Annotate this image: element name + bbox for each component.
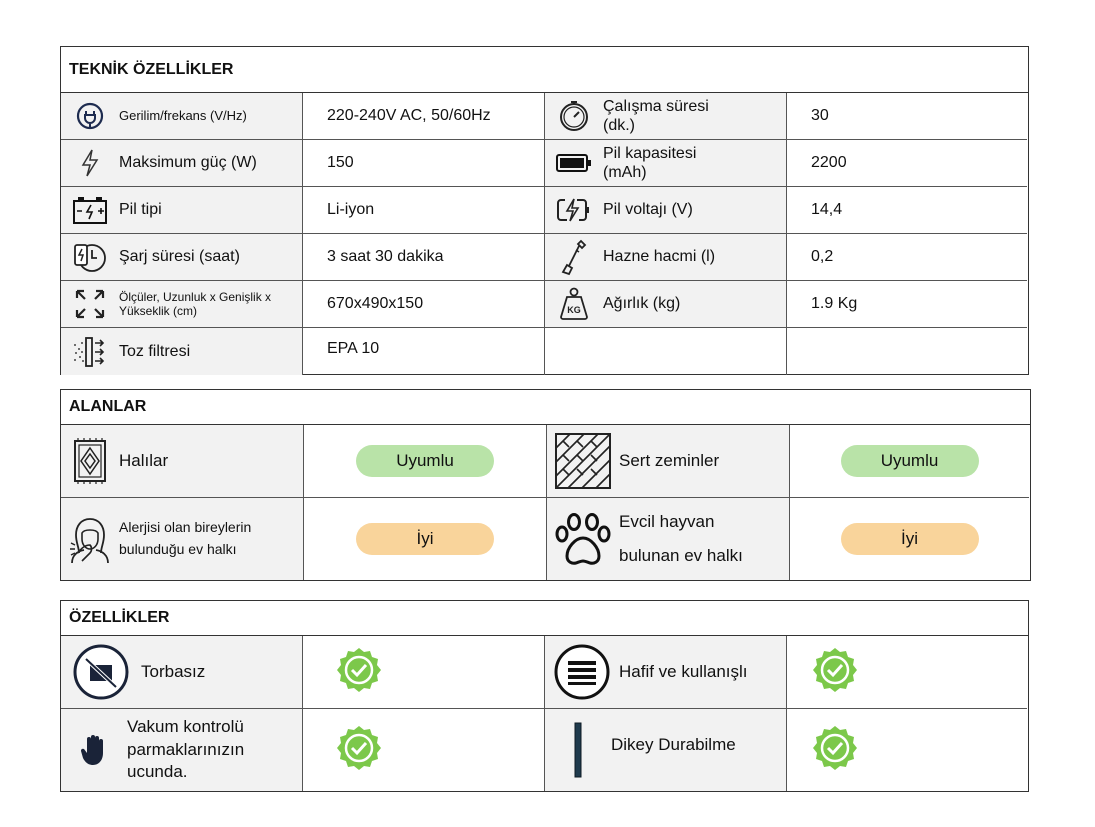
compat-badge: Uyumlu (841, 445, 979, 477)
spec-value-dimensions: 670x490x150 (303, 281, 545, 328)
check-badge-icon (335, 724, 383, 777)
area-label-hard-floor: Sert zeminler (547, 425, 790, 498)
specs-title: TEKNİK ÖZELLİKLER (61, 47, 1028, 93)
rating-badge: İyi (356, 523, 494, 555)
carpet-icon (61, 437, 119, 485)
battery-icon (545, 152, 603, 174)
spec-value-weight: 1.9 Kg (787, 281, 1027, 328)
spec-value-capacity: 2200 (787, 140, 1027, 187)
spec-label-runtime: Çalışma süresi (dk.) (545, 93, 787, 140)
spec-label-battery-type: Pil tipi (61, 187, 303, 234)
spec-label-power: Maksimum güç (W) (61, 140, 303, 187)
weight-icon (545, 286, 603, 322)
spec-value-runtime: 30 (787, 93, 1027, 140)
dimensions-icon (61, 287, 119, 321)
spec-value-bin-volume: 0,2 (787, 234, 1027, 281)
spec-label-charge-time: Şarj süresi (saat) (61, 234, 303, 281)
check-badge-icon (335, 646, 383, 699)
check-badge-icon (811, 724, 859, 777)
feature-check-upright (787, 709, 1027, 791)
check-badge-icon (811, 646, 859, 699)
menu-lines-icon (545, 643, 619, 701)
area-value-hard-floor (790, 425, 1029, 498)
hand-icon (61, 733, 127, 767)
hard-floor-icon (547, 433, 619, 489)
feature-label-lightweight: Hafif ve kullanışlı (545, 636, 787, 709)
feature-label-upright: Dikey Durabilme (545, 709, 787, 791)
areas-section (60, 389, 1031, 581)
lightning-icon (61, 148, 119, 178)
rating-badge: İyi (841, 523, 979, 555)
area-value-carpet (304, 425, 547, 498)
plug-icon (61, 101, 119, 131)
area-label-pets: Evcil hayvan bulunan ev halkı (547, 498, 790, 580)
area-label-allergy: Alerjisi olan bireylerin bulunduğu ev halkı (61, 498, 304, 580)
paw-icon (547, 512, 619, 566)
spec-label-dimensions: Ölçüler, Uzunluk x Genişlik x Yükseklik (cm) (61, 281, 303, 328)
spec-label-battery-voltage: Pil voltajı (V) (545, 187, 787, 234)
feature-check-lightweight (787, 636, 1027, 709)
feature-check-bagless (303, 636, 545, 709)
features-title: ÖZELLİKLER (61, 601, 1028, 636)
filter-icon (61, 335, 119, 369)
area-label-carpet: Halılar (61, 425, 304, 498)
area-value-pets (790, 498, 1029, 580)
feature-label-vacuum-control: Vakum kontrolü parmaklarınızın ucunda. (61, 709, 303, 791)
spec-label-weight: KG Ağırlık (kg) (545, 281, 787, 328)
feature-label-bagless: Torbasız (61, 636, 303, 709)
car-battery-icon (61, 194, 119, 226)
spec-label-filter: Toz filtresi (61, 328, 303, 375)
allergy-icon (61, 513, 119, 565)
spec-label-capacity: Pil kapasitesi (mAh) (545, 140, 787, 187)
spec-label-bin-volume: Hazne hacmi (l) (545, 234, 787, 281)
spec-value-filter: EPA 10 (303, 328, 545, 375)
spec-label-empty (545, 328, 787, 375)
specs-section (60, 46, 1029, 375)
spec-value-battery-type: Li-iyon (303, 187, 545, 234)
charging-battery-icon (545, 196, 603, 224)
svg-text:KG: KG (567, 305, 581, 315)
compat-badge: Uyumlu (356, 445, 494, 477)
spec-value-voltage: 220-240V AC, 50/60Hz (303, 93, 545, 140)
feature-check-vacuum-control (303, 709, 545, 791)
spec-label-voltage: Gerilim/frekans (V/Hz) (61, 93, 303, 140)
areas-title: ALANLAR (61, 390, 1030, 425)
features-section (60, 600, 1029, 792)
upright-bar-icon (545, 722, 611, 778)
stick-vacuum-icon (545, 238, 603, 276)
spec-value-power: 150 (303, 140, 545, 187)
spec-value-charge-time: 3 saat 30 dakika (303, 234, 545, 281)
stopwatch-icon (545, 99, 603, 133)
charge-time-icon (61, 240, 119, 274)
bagless-icon (61, 643, 141, 701)
area-value-allergy (304, 498, 547, 580)
spec-value-empty (787, 328, 1027, 375)
spec-value-battery-voltage: 14,4 (787, 187, 1027, 234)
